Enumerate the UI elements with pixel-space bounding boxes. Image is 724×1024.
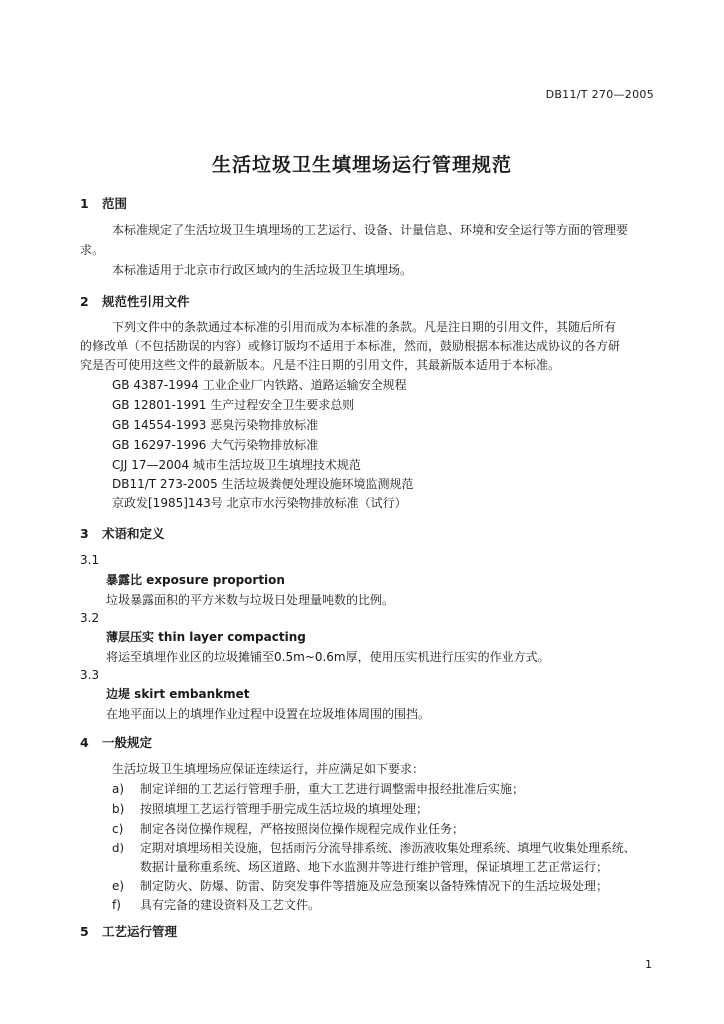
list-item-a xyxy=(112,779,524,799)
scope-paragraph-1: 本标准规定了生活垃圾卫生填埋场的工艺运行、设备、计量信息、环境和安全运行等方面的管理要 xyxy=(112,223,629,237)
list-item-b xyxy=(112,799,428,819)
term-definition: 垃圾暴露面积的平方米数与垃圾日处理量吨数的比例。 xyxy=(106,593,395,607)
refs-intro-line-3: 究是否可使用这些文件的最新版本。凡是不注日期的引用文件，其最新版本适用于本标准。 xyxy=(80,358,561,372)
reference-item: GB 14554-1993 恶臭污染物排放标准 xyxy=(112,418,319,432)
section-number: 2 xyxy=(80,294,89,309)
scope-paragraph-1-cont: 求。 xyxy=(80,243,105,257)
scope-paragraph-2: 本标准适用于北京市行政区域内的生活垃圾卫生填埋场。 xyxy=(112,263,413,277)
list-item-e xyxy=(112,876,608,896)
list-marker: c) xyxy=(112,822,124,836)
term-number: 3.1 xyxy=(80,553,100,567)
section-number: 4 xyxy=(80,735,89,750)
term-name: 边堤 skirt embankmet xyxy=(106,687,250,701)
term-definition: 在地平面以上的填埋作业过程中设置在垃圾堆体周围的围挡。 xyxy=(106,707,431,721)
list-item-c xyxy=(112,819,464,839)
refs-intro-line-2: 的修改单（不包括勘误的内容）或修订版均不适用于本标准，然而，鼓励根据本标准达成协议的各方研 xyxy=(80,339,621,353)
list-marker: a) xyxy=(112,782,125,796)
section-1-heading xyxy=(80,194,127,212)
section-2-heading xyxy=(80,292,190,310)
list-text: 制定防火、防爆、防雷、防突发事件等措施及应急预案以备特殊情况下的生活垃圾处理； xyxy=(140,879,609,893)
list-marker: f) xyxy=(112,898,121,912)
refs-intro-line-1: 下列文件中的条款通过本标准的引用而成为本标准的条款。凡是注日期的引用文件，其随后所有 xyxy=(112,320,617,334)
list-marker: b) xyxy=(112,802,125,816)
list-marker: d) xyxy=(112,841,125,855)
general-intro: 生活垃圾卫生填埋场应保证连续运行，并应满足如下要求： xyxy=(112,762,425,776)
section-number: 3 xyxy=(80,526,89,541)
standard-code: DB11/T 270—2005 xyxy=(545,88,654,101)
section-5-heading xyxy=(80,922,177,940)
reference-item: GB 16297-1996 大气污染物排放标准 xyxy=(112,438,319,452)
term-number: 3.3 xyxy=(80,668,100,682)
term-definition: 将运至填埋作业区的垃圾摊铺至0.5m~0.6m厚，使用压实机进行压实的作业方式。 xyxy=(106,650,550,664)
list-text: 定期对填埋场相关设施，包括雨污分流导排系统、渗沥液收集处理系统、填埋气收集处理系统、 xyxy=(140,841,636,855)
term-number: 3.2 xyxy=(80,611,100,625)
section-title: 规范性引用文件 xyxy=(102,294,190,309)
section-number: 1 xyxy=(80,196,89,211)
list-marker: e) xyxy=(112,879,125,893)
term-name: 薄层压实 thin layer compacting xyxy=(106,630,306,644)
section-number: 5 xyxy=(80,924,89,939)
reference-item: 京政发[1985]143号 北京市水污染物排放标准（试行） xyxy=(112,496,407,510)
section-title: 术语和定义 xyxy=(102,526,165,541)
reference-item: CJJ 17—2004 城市生活垃圾卫生填埋技术规范 xyxy=(112,458,361,472)
list-text: 制定各岗位操作规程，严格按照岗位操作规程完成作业任务； xyxy=(140,822,465,836)
reference-item: DB11/T 273-2005 生活垃圾粪便处理设施环境监测规范 xyxy=(112,477,414,491)
list-text: 具有完备的建设资料及工艺文件。 xyxy=(140,898,321,912)
term-name: 暴露比 exposure proportion xyxy=(106,573,285,587)
reference-item: GB 4387-1994 工业企业厂内铁路、道路运输安全规程 xyxy=(112,378,407,392)
list-item-f xyxy=(112,895,320,915)
section-3-heading xyxy=(80,524,165,542)
reference-item: GB 12801-1991 生产过程安全卫生要求总则 xyxy=(112,398,355,412)
list-item-d-cont: 数据计量称重系统、场区道路、地下水监测井等进行维护管理，保证填埋工艺正常运行； xyxy=(140,860,609,874)
page-number: 1 xyxy=(645,958,652,971)
section-title: 工艺运行管理 xyxy=(102,924,178,939)
section-title: 范围 xyxy=(102,196,128,211)
section-4-heading xyxy=(80,733,152,751)
list-text: 制定详细的工艺运行管理手册，重大工艺进行调整需申报经批准后实施； xyxy=(140,782,525,796)
list-text: 按照填埋工艺运行管理手册完成生活垃圾的填埋处理； xyxy=(140,802,429,816)
document-title: 生活垃圾卫生填埋场运行管理规范 xyxy=(211,154,512,176)
section-title: 一般规定 xyxy=(102,735,153,750)
list-item-d xyxy=(112,838,635,858)
